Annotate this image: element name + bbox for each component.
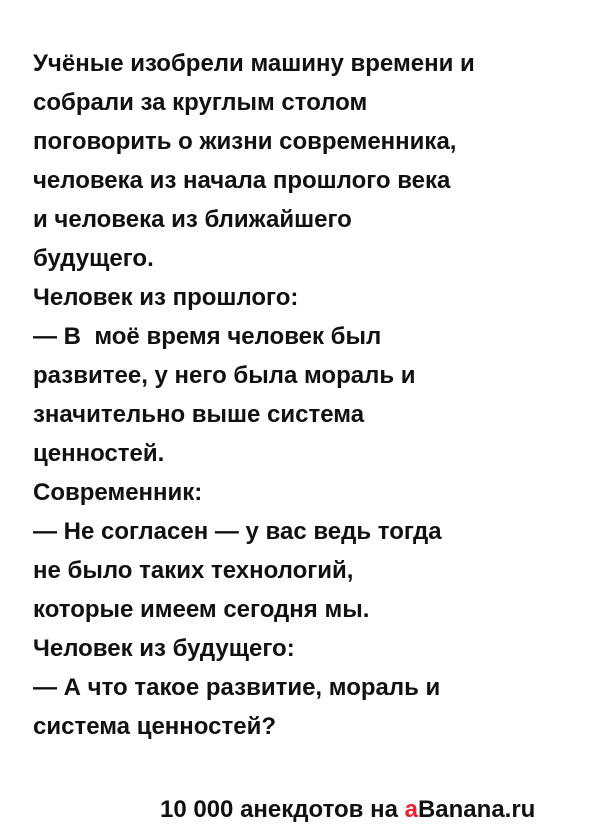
joke-text [33,44,573,746]
joke-line: человека из начала прошлого века [33,167,451,194]
site-footer-caption [160,794,535,826]
joke-line: собрали за круглым столом [33,89,368,116]
site-logo-accent: a [404,796,418,823]
joke-line: — В моё время человек был [33,323,382,350]
site-logo-name: Banana.ru [417,796,536,823]
footer-prefix: 10 000 анекдотов на [160,796,405,823]
joke-line: развитее, у него была мораль и [33,362,416,389]
joke-line: ценностей. [33,440,165,467]
joke-line: — А что такое развитие, мораль и [33,674,441,701]
joke-line: Человек из будущего: [33,635,295,662]
joke-line: которые имеем сегодня мы. [33,596,370,623]
joke-line: значительно выше система [33,401,365,428]
joke-line: не было таких технологий, [33,557,354,584]
joke-line: поговорить о жизни современника, [33,128,457,155]
joke-line: будущего. [33,245,154,272]
joke-line: Человек из прошлого: [33,284,299,311]
joke-line: Современник: [33,479,203,506]
joke-line: Учёные изобрели машину времени и [33,50,475,77]
joke-line: и человека из ближайшего [33,206,352,233]
joke-line: — Не согласен — у вас ведь тогда [33,518,442,545]
joke-line: система ценностей? [33,713,276,740]
